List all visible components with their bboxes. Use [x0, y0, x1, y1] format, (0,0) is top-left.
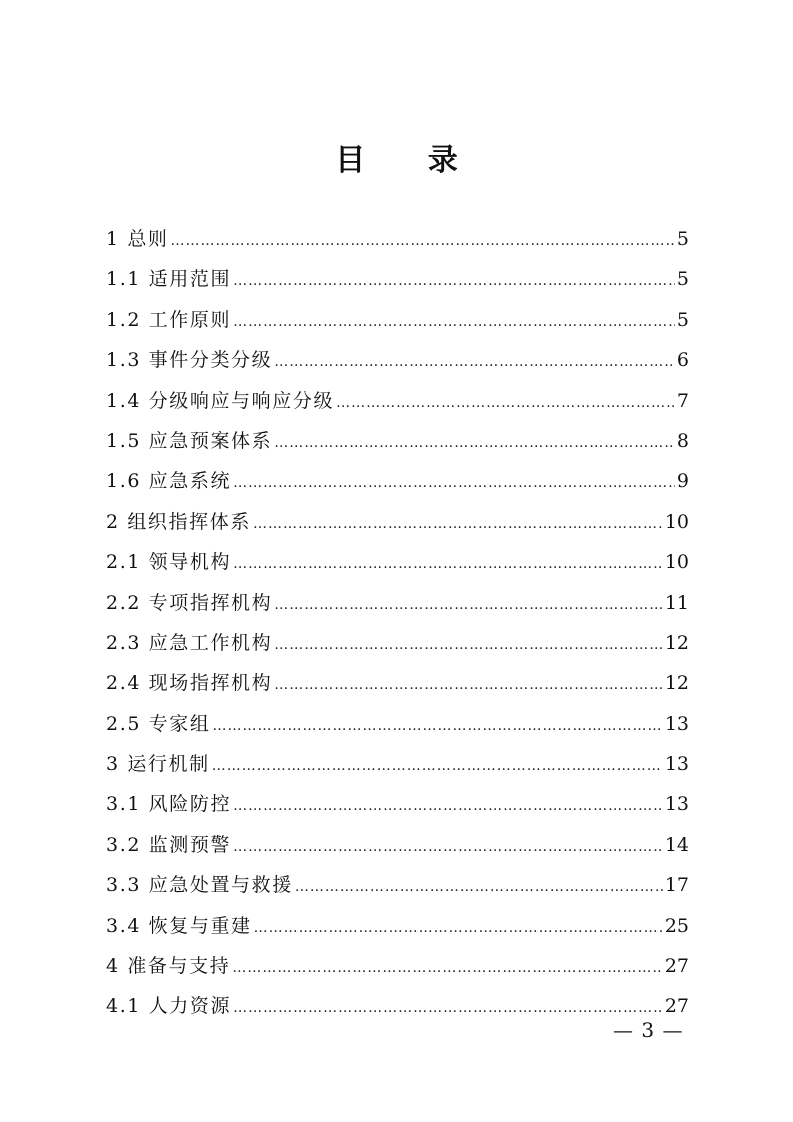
toc-entry[interactable]	[106, 710, 689, 750]
toc-entry[interactable]	[106, 831, 689, 871]
toc-entry-label: 2 组织指挥体系	[106, 510, 251, 533]
toc-dot-leader	[233, 469, 675, 497]
toc-dot-leader	[295, 873, 663, 901]
toc-entry-label: 1.4 分级响应与响应分级	[106, 389, 335, 412]
toc-entry[interactable]	[106, 912, 689, 952]
toc-entry-label: 1 总则	[106, 228, 169, 250]
toc-dot-leader	[171, 227, 675, 255]
page-title: 目 录	[335, 143, 484, 178]
toc-entry-label: 2.4 现场指挥机构	[106, 672, 273, 695]
toc-entry[interactable]	[106, 750, 689, 790]
toc-dot-leader	[212, 712, 662, 740]
table-of-contents	[106, 225, 689, 1033]
toc-entry-page: 9	[676, 470, 689, 493]
toc-entry[interactable]	[106, 871, 689, 911]
toc-entry[interactable]	[106, 629, 689, 669]
toc-entry-page: 12	[664, 672, 689, 695]
toc-entry[interactable]	[106, 427, 689, 467]
toc-dot-leader	[233, 833, 663, 861]
toc-dot-leader	[253, 510, 663, 538]
toc-entry-label: 2.2 专项指挥机构	[106, 591, 273, 614]
toc-dot-leader	[274, 671, 663, 699]
toc-dot-leader	[233, 550, 663, 578]
toc-entry-label: 1.1 适用范围	[106, 268, 232, 291]
toc-entry-label: 3 运行机制	[106, 753, 210, 776]
toc-entry-label: 2.1 领导机构	[106, 551, 232, 574]
toc-entry[interactable]	[106, 306, 689, 346]
toc-entry-page: 6	[676, 349, 689, 372]
toc-dot-leader	[274, 429, 675, 457]
toc-entry-page: 13	[664, 753, 689, 776]
toc-entry-label: 1.5 应急预案体系	[106, 429, 273, 452]
toc-entry-label: 3.4 恢复与重建	[106, 914, 252, 937]
toc-entry-label: 4 准备与支持	[106, 955, 231, 978]
toc-entry[interactable]	[106, 508, 689, 548]
toc-entry-label: 3.2 监测预警	[106, 833, 232, 856]
toc-entry[interactable]	[106, 952, 689, 992]
toc-entry-page: 5	[676, 308, 689, 331]
toc-entry-label: 2.5 专家组	[106, 712, 211, 735]
toc-entry-page: 5	[676, 268, 689, 291]
toc-entry[interactable]	[106, 387, 689, 427]
toc-entry-page: 27	[664, 995, 689, 1018]
toc-entry-label: 2.3 应急工作机构	[106, 631, 273, 654]
toc-entry-label: 3.1 风险防控	[106, 793, 232, 816]
toc-dot-leader	[233, 308, 675, 336]
toc-entry-page: 13	[664, 793, 689, 816]
toc-entry[interactable]	[106, 346, 689, 386]
toc-entry-page: 27	[664, 955, 689, 978]
toc-dot-leader	[336, 389, 675, 417]
toc-dot-leader	[274, 631, 663, 659]
toc-entry-page: 10	[664, 510, 689, 533]
toc-entry-label: 1.6 应急系统	[106, 470, 232, 493]
toc-entry[interactable]	[106, 265, 689, 305]
toc-dot-leader	[274, 348, 675, 376]
toc-entry-page: 5	[676, 228, 689, 250]
toc-entry-page: 11	[664, 591, 689, 614]
toc-dot-leader	[212, 752, 663, 780]
toc-dot-leader	[232, 954, 662, 982]
toc-dot-leader	[233, 994, 663, 1022]
toc-entry[interactable]	[106, 548, 689, 588]
toc-entry-page: 14	[664, 833, 689, 856]
toc-dot-leader	[233, 267, 675, 295]
toc-entry-page: 25	[664, 914, 689, 937]
toc-entry[interactable]	[106, 467, 689, 507]
toc-entry-page: 7	[676, 389, 689, 412]
toc-entry[interactable]	[106, 790, 689, 830]
page-number: — 3 —	[613, 1018, 684, 1042]
toc-entry-page: 17	[664, 874, 689, 897]
toc-entry-page: 12	[664, 631, 689, 654]
toc-dot-leader	[274, 591, 663, 619]
toc-entry-page: 10	[664, 551, 689, 574]
toc-dot-leader	[254, 914, 663, 942]
toc-entry[interactable]	[106, 992, 689, 1032]
toc-entry-label: 1.2 工作原则	[106, 308, 232, 331]
toc-entry-page: 8	[676, 429, 689, 452]
toc-entry[interactable]	[106, 225, 689, 265]
toc-entry-label: 3.3 应急处置与救援	[106, 874, 293, 897]
toc-entry-page: 13	[664, 712, 689, 735]
toc-entry-label: 4.1 人力资源	[106, 995, 232, 1018]
toc-entry[interactable]	[106, 589, 689, 629]
toc-entry[interactable]	[106, 669, 689, 709]
toc-entry-label: 1.3 事件分类分级	[106, 349, 273, 372]
toc-dot-leader	[233, 792, 663, 820]
